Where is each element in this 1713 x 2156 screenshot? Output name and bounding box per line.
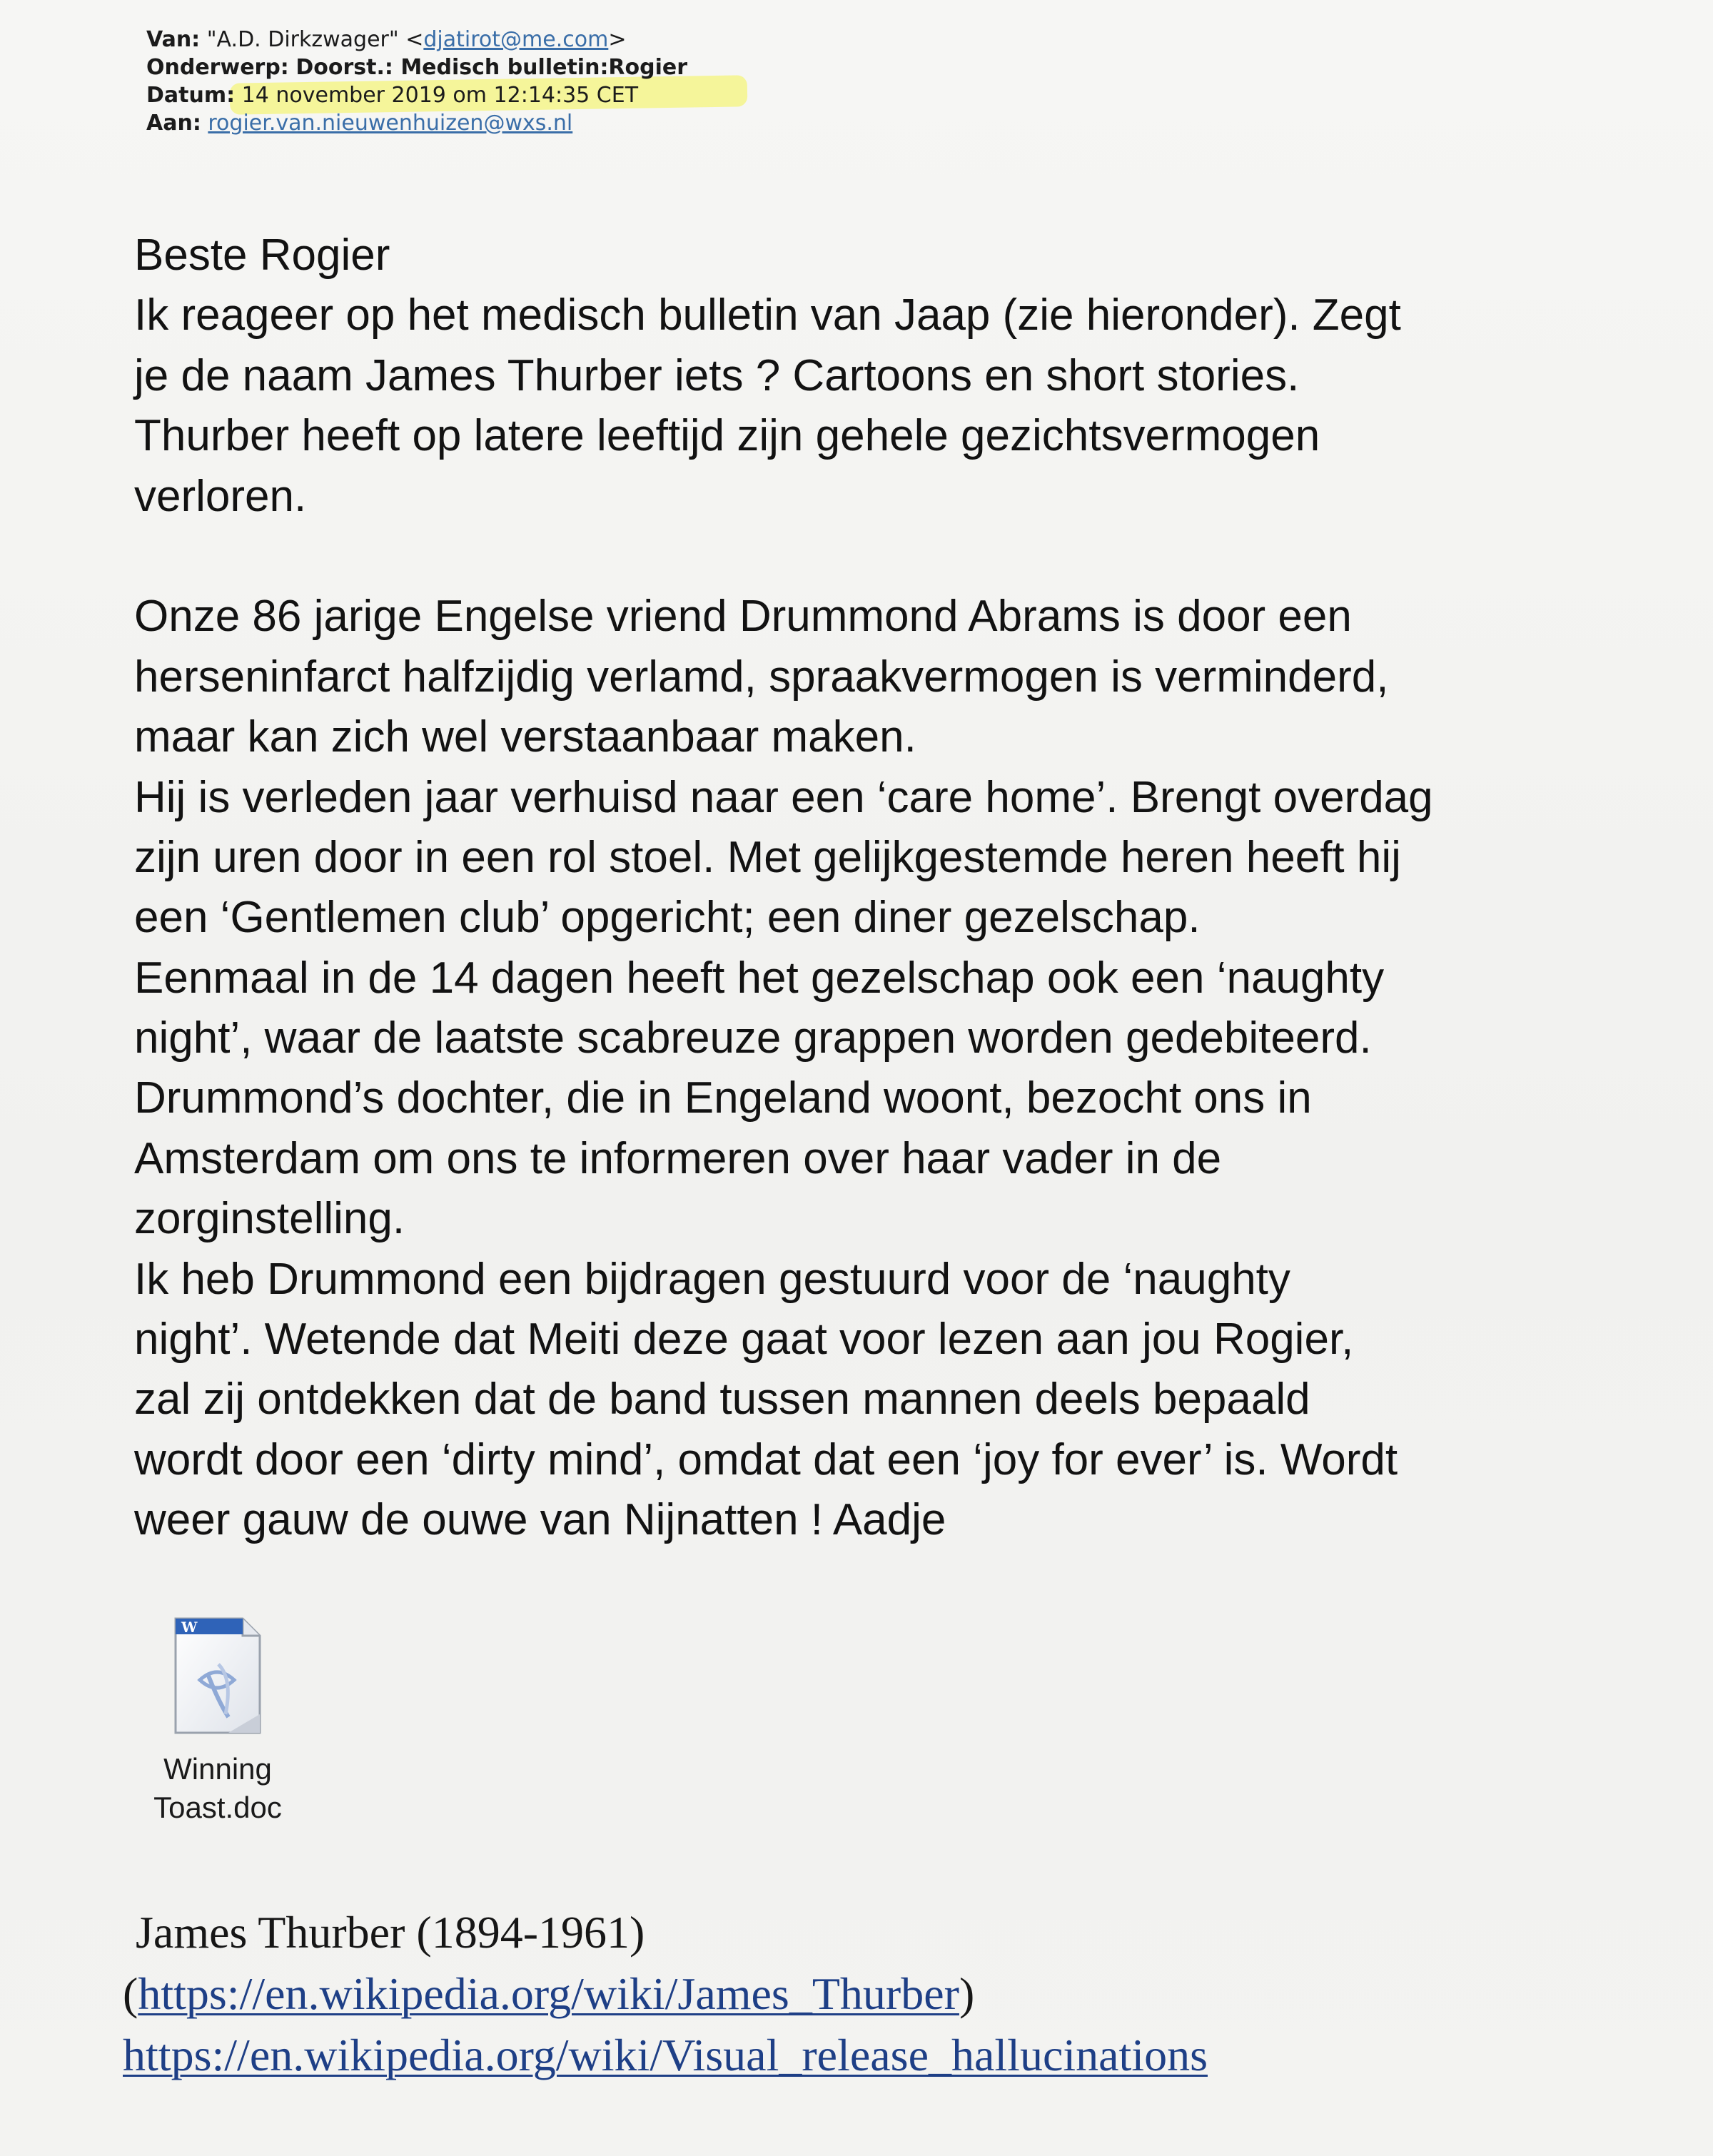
paragraph2-line: maar kan zich wel verstaanbaar maken. [134,712,916,762]
date-label: Datum: [146,83,236,108]
filename-line1: Winning [163,1752,272,1786]
attachment-filename [136,1750,300,1827]
from-email-link[interactable]: djatirot@me.com [423,27,609,52]
paragraph2-line: een ‘Gentlemen club’ opgericht; een diner gezelschap. [134,893,1201,943]
from-name: "A.D. Dirkzwager" [206,27,399,52]
date-text: 14 november 2019 om 12:14:35 CET [241,83,639,108]
paragraph2-line: night’, waar de laatste scabreuze grappen worden gedebiteerd. [134,1013,1372,1063]
reference-person: James Thurber (1894-1961) [136,1907,645,1958]
from-label: Van: [146,27,201,52]
header-date [146,81,1146,109]
paragraph2-line: zal zij ontdekken dat de band tussen mannen deels bepaald [134,1375,1310,1424]
to-email-link[interactable]: rogier.van.nieuwenhuizen@wxs.nl [208,111,573,136]
paragraph2-line: Drummond’s dochter, die in Engeland woont, bezocht ons in [134,1073,1312,1123]
message-body [134,226,1654,1551]
subject-label: Onderwerp: [146,55,289,80]
word-document-icon [171,1614,264,1737]
filename-line2: Toast.doc [153,1791,282,1824]
paragraph2-line: Eenmaal in de 14 dagen heeft het gezelschap ook een ‘naughty [134,953,1385,1003]
header-from [146,26,1146,54]
paragraph2-line: herseninfarct halfzijdig verlamd, spraakvermogen is verminderd, [134,652,1389,702]
paragraph2-line: Onze 86 jarige Engelse vriend Drummond Abrams is door een [134,592,1352,642]
paragraph2-line: Amsterdam om ons te informeren over haar vader in de [134,1133,1222,1183]
paragraph2-line: wordt door een ‘dirty mind’, omdat dat een ‘joy for ever’ is. Wordt [134,1434,1398,1484]
header-to [146,109,1146,137]
paragraph2-line: zijn uren door in een rol stoel. Met gelijkgestemde heren heeft hij [134,832,1401,882]
salutation: Beste Rogier [134,231,390,280]
paragraph2-line: Ik heb Drummond een bijdragen gestuurd voor de ‘naughty [134,1254,1290,1304]
from-email-open: < [405,27,424,52]
paragraph2-line: night’. Wetende dat Meiti deze gaat voor lezen aan jou Rogier, [134,1315,1354,1365]
attachment-winning-toast[interactable] [136,1614,300,1827]
wikipedia-hallucinations-link[interactable]: https://en.wikipedia.org/wiki/Visual_release_hallucinations [123,2030,1208,2080]
wikipedia-thurber-link[interactable]: https://en.wikipedia.org/wiki/James_Thurber [138,1968,959,2019]
to-label: Aan: [146,111,201,136]
from-email-close: > [608,27,627,52]
paragraph2-line: weer gauw de ouwe van Nijnatten ! Aadje [134,1495,946,1545]
reference-link1-row [123,1963,1622,2025]
paragraph-gap [134,527,1654,587]
paragraph2-line: zorginstelling. [134,1194,405,1244]
paragraph1-line: Ik reageer op het medisch bulletin van Jaap (zie hieronder). Zegt [134,290,1401,340]
paragraph1-line: je de naam James Thurber iets ? Cartoons en short stories. [134,350,1300,400]
paragraph1-line: Thurber heeft op latere leeftijd zijn gehele gezichtsvermogen [134,411,1320,461]
paren-open: ( [123,1968,138,2019]
reference-link2-row [123,2025,1622,2086]
header-subject [146,54,1146,81]
references [123,1902,1622,2086]
paragraph2-line: Hij is verleden jaar verhuisd naar een ‘care home’. Brengt overdag [134,772,1433,822]
subject-text: Doorst.: Medisch bulletin:Rogier [295,55,688,80]
paren-close: ) [959,1968,975,2019]
email-header [146,26,1146,137]
svg-text:W: W [181,1619,198,1636]
paragraph1-line: verloren. [134,471,307,521]
